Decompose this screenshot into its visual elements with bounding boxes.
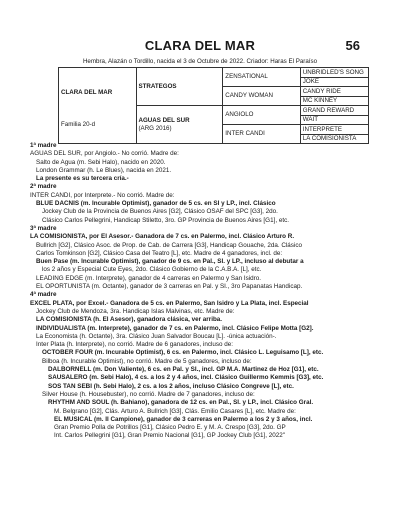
record-line: LEADING EDGE (m. Interprete), ganador de 4 carreras en Palermo y San Isidro. bbox=[36, 274, 262, 282]
record-line: EL OPORTUNISTA (m. Octante), ganador de 3 carreras en Pal. y SI., 3ro Papanatas Handicap. bbox=[36, 283, 303, 291]
pedigree-sire-dam: CANDY WOMAN bbox=[223, 87, 301, 106]
record-line: Int. Carlos Pellegrini [G1], Gran Premio Nacional [G1], GP Jockey Club [G1], 2022" bbox=[54, 432, 286, 440]
record-line: Buen Pase (m. Incurable Optimist), ganador de 9 cs. en Pal., SI. y LP., incluso al debutar a bbox=[36, 258, 304, 266]
record-line: AGUAS DEL SUR, por Angiolo.- No corrió. Madre de: bbox=[30, 150, 179, 158]
record-line: Inter Plata (h. Interprete), no corrió. Madre de 6 ganadores, incluso de: bbox=[36, 341, 234, 349]
record-line: INDIVIDUALISTA (m. Interprete), ganador de 7 cs. en Palermo, incl. Clásico Felipe Motta [G2]. bbox=[36, 324, 314, 332]
pedigree-dam-note: (ARG 2016) bbox=[138, 124, 172, 132]
record-line: 2ª madre bbox=[30, 183, 57, 191]
record-line: 1ª madre bbox=[30, 142, 57, 149]
record-line: Carlos Tomkinson [G2], Clásico Casa del Teatro [L], etc. Madre de 4 ganadores, incl. de: bbox=[36, 249, 283, 257]
record-line: Salto de Agua (m. Sebi Halo), nacido en 2020. bbox=[36, 158, 166, 166]
produce-record bbox=[30, 142, 380, 441]
pedigree-g3-8: LA COMISIONISTA bbox=[300, 134, 368, 144]
record-line: Jockey Club de Mendoza, 3ra. Handicap Islas Malvinas, etc. Madre de: bbox=[36, 307, 235, 315]
record-line: EXCEL PLATA, por Excel.- Ganadora de 5 cs. en Palermo, San Isidro y La Plata, incl. Especial bbox=[30, 299, 309, 307]
record-line: London Grammar (h. Le Blues), nacida en 2021. bbox=[36, 166, 172, 174]
record-line: DALBORNELL (m. Don Valiente), 6 cs. en Pal. y SI., incl. GP M.A. Martinez de Hoz [G1], etc. bbox=[48, 366, 319, 374]
pedigree-g3-7: INTERPRETE bbox=[300, 125, 368, 135]
record-line: Gran Premio Polla de Potrillos [G1], Clásico Pedro E. y M. A. Crespo [G3], 2do. GP bbox=[54, 424, 286, 432]
record-line: RHYTHM AND SOUL (h. Bahiano), ganadora de 12 cs. en Pal., SI. y LP., incl. Clásico Gral. bbox=[48, 399, 314, 407]
pedigree-horse-cell bbox=[59, 68, 137, 144]
record-line: SAUSALERO (m. Sebi Halo), 4 cs. a los 2 y 4 años, incl. Clásico Guillermo Kemmis [G3], etc. bbox=[48, 374, 324, 382]
record-line: Silver House (h. Housebuster), no corrió. Madre de 7 ganadores, incluso de: bbox=[42, 390, 255, 398]
record-line: Bullrich [G2], Clásico Asoc. de Prop. de Cab. de Carrera [G3], Handicap Gouache, 2da. Clásico bbox=[36, 241, 303, 249]
record-line: BLUE DACNIS (m. Incurable Optimist), ganador de 5 cs. en SI y LP., incl. Clásico bbox=[36, 200, 276, 208]
record-line: 4ª madre bbox=[30, 291, 57, 299]
pedigree-sire-sire: ZENSATIONAL bbox=[223, 68, 301, 87]
pedigree-dam-sire: ANGIOLO bbox=[223, 106, 301, 125]
pedigree-g3-4: MC KINNEY bbox=[300, 96, 368, 106]
record-line: OCTOBER FOUR (m. Incurable Optimist), 6 cs. en Palermo, incl. Clásico L. Leguisamo [L], etc. bbox=[42, 349, 324, 357]
horse-title: CLARA DEL MAR bbox=[144, 38, 256, 53]
pedigree-g3-1: UNBRIDLED'S SONG bbox=[300, 68, 368, 78]
record-line: M. Belgrano [G2], Clás. Arturo A. Bullrich [G3], Clás. Emilio Casares [L], etc. Madre de: bbox=[54, 407, 296, 415]
pedigree-g3-2: JOKE bbox=[300, 77, 368, 87]
pedigree-dam: AGUAS DEL SUR bbox=[138, 117, 190, 124]
pedigree-table bbox=[58, 67, 369, 144]
pedigree-dam-cell bbox=[136, 106, 223, 144]
record-line: INTER CANDI, por Interprete.- No corrió. Madre de: bbox=[30, 191, 175, 199]
record-line: los 2 años y Especial Cute Eyes, 2do. Clásico Gobierno de la C.A.B.A. [L], etc. bbox=[42, 266, 262, 274]
record-line: Bilboa (h. Incurable Optimist), no corrió. Madre de 5 ganadores, incluso de: bbox=[42, 357, 252, 365]
pedigree-g3-6: WAIT bbox=[300, 115, 368, 125]
catalog-header bbox=[0, 38, 400, 58]
pedigree-family: Familia 20-d bbox=[61, 120, 96, 128]
record-line: La Economista (h. Octante), 3ra. Clásico Juan Salvador Boucau [L]. -única actuación-. bbox=[36, 332, 277, 340]
pedigree-g3-5: GRAND REWARD bbox=[300, 106, 368, 116]
record-line: SOS TAN SEBI (h. Sebi Halo), 2 cs. a los 2 años, incluso Clásico Congreve [L], etc. bbox=[48, 382, 294, 390]
pedigree-horse-name: CLARA DEL MAR bbox=[61, 89, 113, 96]
record-line: 3ª madre bbox=[30, 224, 57, 232]
record-line: Jockey Club de la Provincia de Buenos Aires [G2], Clásico OSAF del SPC [G3], 2do. bbox=[42, 208, 278, 216]
record-line: Clásico Carlos Pellegrini, Handicap Stiletto, 3ro. GP Provincia de Buenos Aires [G1], etc. bbox=[42, 216, 289, 224]
pedigree-sire: STRATEGOS bbox=[136, 68, 223, 106]
pedigree-dam-dam: INTER CANDI bbox=[223, 125, 301, 144]
record-line: LA COMISIONISTA (h. El Asesor), ganadora clásica, ver arriba. bbox=[36, 316, 223, 324]
lot-number: 56 bbox=[345, 38, 360, 53]
record-line: LA COMISIONISTA, por El Asesor.- Ganadora de 7 cs. en Palermo, incl. Clásico Arturo R. bbox=[30, 233, 295, 241]
pedigree-g3-3: CANDY RIDE bbox=[300, 87, 368, 97]
record-line: EL MUSICAL (m. Il Campione), ganador de 3 carreras en Palermo a los 2 y 3 años, incl. bbox=[54, 415, 313, 423]
horse-description: Hembra, Alazán o Tordillo, nacida el 3 de Octubre de 2022. Criador: Haras El Paraíso bbox=[82, 58, 318, 65]
record-line: La presente es su tercera cría.- bbox=[36, 175, 129, 183]
